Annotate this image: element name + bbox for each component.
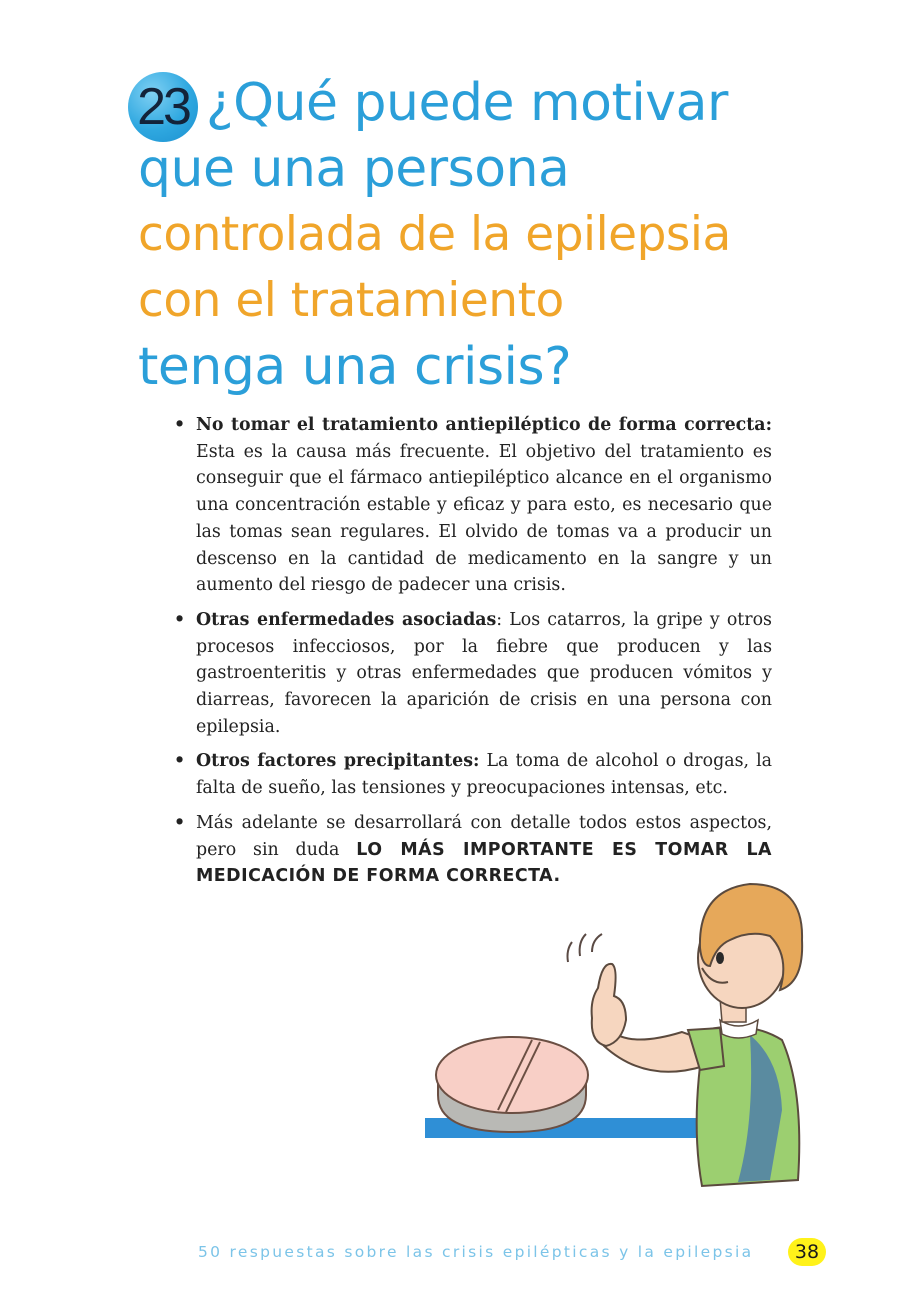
bullet-text: Esta es la causa más frecuente. El objetivo del tratamiento es conseguir que el fármaco antiepiléptico alcance en el organismo una concentración estable y eficaz y para esto, es necesario que las tomas sean regulares. El olvido de tomas va a producir un descenso en la cantidad de medicamento en la sangre y un aumento del riesgo de padecer una crisis. xyxy=(196,441,772,596)
bullet-icon: • xyxy=(174,609,186,630)
bullet-lead: Otros factores precipitantes: xyxy=(196,751,480,772)
title-line-3: controlada de la epilepsia xyxy=(138,207,731,262)
bullet-lead: Otras enfermedades asociadas xyxy=(196,609,497,630)
bullet-text: La toma de alcohol o drogas, la falta de sueño, las tensiones y preocupaciones intensas, etc. xyxy=(196,751,772,799)
bullet-lead: No tomar el tratamiento antiepiléptico de forma correcta: xyxy=(196,415,772,435)
bullet-icon: • xyxy=(174,415,186,435)
title-line-5: tenga una crisis? xyxy=(138,337,572,397)
emphasis-text: LO MÁS IMPORTANTE ES TOMAR LA MEDICACIÓN DE FORMA CORRECTA. xyxy=(196,839,772,887)
page-title xyxy=(138,70,858,400)
list-item xyxy=(172,748,772,801)
title-line-1: ¿Qué puede motivar xyxy=(206,73,728,133)
bullet-text: Más adelante se desarrollará con detalle todos estos aspectos, pero sin duda xyxy=(196,812,772,860)
page-number-badge: 38 xyxy=(788,1238,826,1266)
list-item xyxy=(172,412,772,599)
motion-marks xyxy=(568,934,603,962)
pill-shape xyxy=(436,1037,588,1132)
title-line-4: con el tratamiento xyxy=(138,273,564,328)
answer-list xyxy=(172,412,772,898)
question-number-badge: 23 xyxy=(128,72,198,142)
footer-text: 50 respuestas sobre las crisis epilépticas y la epilepsia xyxy=(198,1243,754,1261)
bullet-text: : Los catarros, la gripe y otros procesos infecciosos, por la fiebre que producen y las gastroenteritis y otras enfermedades que producen vómitos y diarreas, favorecen la aparición de crisis en una persona con epilepsia. xyxy=(196,609,772,737)
person-shape xyxy=(592,884,803,1186)
bullet-icon: • xyxy=(174,812,186,833)
person-pointing-at-pill-icon xyxy=(420,870,820,1200)
bullet-icon: • xyxy=(174,751,186,772)
title-line-2: que una persona xyxy=(138,139,570,199)
list-item xyxy=(172,607,772,741)
